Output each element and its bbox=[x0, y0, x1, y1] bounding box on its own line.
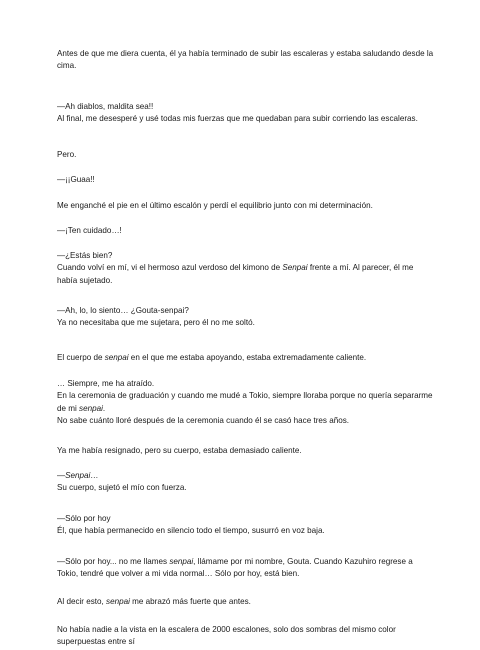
text-run: cima. bbox=[57, 61, 77, 71]
paragraph bbox=[57, 149, 427, 161]
text-run: Al decir esto, bbox=[57, 597, 107, 606]
text-line bbox=[57, 174, 427, 186]
text-run: —Ah diablos, maldita sea!! bbox=[57, 102, 154, 111]
text-line bbox=[57, 525, 427, 537]
text-run: … bbox=[90, 471, 99, 480]
text-line bbox=[57, 556, 427, 568]
paragraph bbox=[57, 48, 434, 73]
text-line bbox=[57, 378, 427, 390]
paragraph bbox=[57, 174, 427, 186]
text-run: Ya no necesitaba que me sujetara, pero él no me soltó. bbox=[57, 318, 255, 328]
text-line bbox=[57, 403, 427, 415]
paragraph bbox=[57, 596, 427, 608]
paragraph bbox=[57, 352, 427, 364]
text-run: El cuerpo de bbox=[57, 353, 105, 362]
italic-text: senpai bbox=[169, 557, 194, 566]
text-line bbox=[57, 636, 427, 648]
text-run: —Sólo por hoy... no me llames bbox=[57, 557, 170, 566]
text-line bbox=[57, 48, 434, 60]
italic-text: senpai bbox=[79, 403, 103, 413]
text-run: … Siempre, me ha atraído. bbox=[57, 379, 155, 388]
paragraph bbox=[57, 378, 433, 428]
text-line bbox=[57, 305, 427, 317]
paragraph bbox=[57, 513, 427, 538]
text-run: en el que me estaba apoyando, estaba extremadamente caliente. bbox=[128, 353, 367, 362]
text-run: —Ah, lo, lo siento… ¿Gouta-senpai? bbox=[57, 306, 189, 315]
text-run: —¿Estás bien? bbox=[57, 251, 113, 260]
paragraph bbox=[57, 200, 427, 212]
text-line bbox=[57, 262, 427, 274]
text-run: de mi bbox=[57, 403, 80, 413]
text-run: — bbox=[57, 471, 66, 480]
italic-text: senpai bbox=[104, 353, 129, 362]
text-line bbox=[57, 352, 427, 364]
text-line bbox=[57, 113, 427, 125]
text-line bbox=[57, 624, 427, 636]
text-run: Pero. bbox=[57, 150, 77, 159]
text-line bbox=[57, 60, 427, 72]
text-line bbox=[57, 390, 433, 402]
text-run: En la ceremonia de graduación y cuando me mudé a Tokio, siempre lloraba porque no quería separarme bbox=[57, 391, 433, 401]
paragraph bbox=[57, 305, 427, 330]
italic-text: Senpai bbox=[65, 471, 91, 480]
text-line bbox=[57, 470, 427, 482]
text-line bbox=[57, 149, 427, 161]
paragraph bbox=[57, 225, 427, 237]
text-run: —¡¡Guaa!! bbox=[57, 175, 95, 184]
text-run: Al final, me desesperé y usé todas mis fuerzas que me quedaban para subir corriendo las escaleras. bbox=[57, 114, 418, 124]
text-line bbox=[57, 596, 427, 608]
text-run: —Sólo por hoy bbox=[57, 514, 111, 523]
italic-text: Senpai bbox=[282, 263, 308, 273]
text-run: me abrazó más fuerte que antes. bbox=[129, 597, 251, 606]
text-run: Él, que había permanecido en silencio todo el tiempo, susurró en voz baja. bbox=[57, 526, 325, 536]
text-run: Antes de que me diera cuenta, él ya había terminado de subir las escaleras y estaba saludando desde la bbox=[57, 49, 434, 58]
text-run: superpuestas entre sí bbox=[57, 637, 135, 647]
text-line bbox=[57, 482, 427, 494]
text-run: Cuando volví en mí, vi el hermoso azul verdoso del kimono de bbox=[57, 263, 283, 273]
text-line bbox=[57, 317, 427, 329]
paragraph bbox=[57, 250, 427, 287]
paragraph bbox=[57, 624, 427, 649]
text-run: , llámame por mi nombre, Gouta. Cuando Kazuhiro regrese a bbox=[193, 557, 413, 566]
text-run: frente a mí. Al parecer, él me bbox=[307, 263, 414, 273]
paragraph bbox=[57, 470, 427, 495]
text-run: No había nadie a la vista en la escalera de 2000 escalones, solo dos sombras del mismo color bbox=[57, 625, 396, 634]
text-line bbox=[57, 415, 427, 427]
text-line bbox=[57, 275, 427, 287]
text-run: Me enganché el pie en el último escalón y perdí el equilibrio junto con mi determinación. bbox=[57, 201, 373, 210]
text-line bbox=[57, 250, 427, 262]
text-run: Su cuerpo, sujetó el mío con fuerza. bbox=[57, 483, 187, 493]
paragraph bbox=[57, 445, 427, 457]
text-line bbox=[57, 225, 427, 237]
text-run: No sabe cuánto lloré después de la ceremonia cuando él se casó hace tres años. bbox=[57, 416, 350, 426]
text-run: . bbox=[102, 403, 106, 413]
text-run: Tokio, tendré que volver a mi vida normal… Sólo por hoy, está bien. bbox=[57, 569, 300, 579]
text-line bbox=[57, 445, 427, 457]
text-run: Ya me había resignado, pero su cuerpo, estaba demasiado caliente. bbox=[57, 446, 302, 455]
paragraph bbox=[57, 556, 427, 581]
text-line bbox=[57, 200, 427, 212]
text-run: —¡Ten cuidado…! bbox=[57, 226, 122, 235]
text-line bbox=[57, 568, 427, 580]
paragraph bbox=[57, 101, 427, 126]
text-line bbox=[57, 101, 427, 113]
italic-text: senpai bbox=[106, 597, 130, 606]
text-run: había sujetado. bbox=[57, 275, 113, 285]
text-line bbox=[57, 513, 427, 525]
